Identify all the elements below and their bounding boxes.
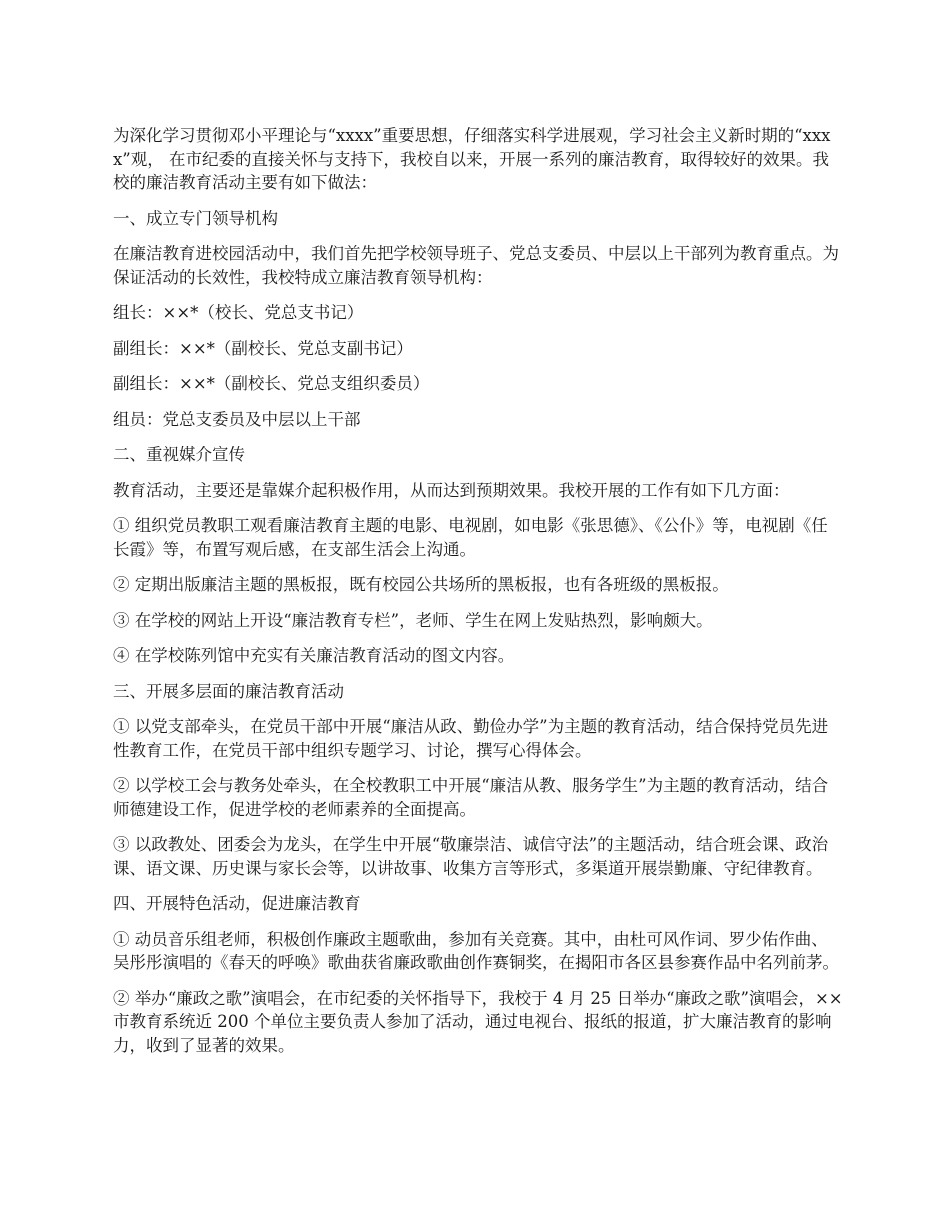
list-item: ① 动员音乐组老师，积极创作廉政主题歌曲，参加有关竞赛。其中，由杜可风作词、罗少佑作曲、吴彤彤演唱的《春天的呼唤》歌曲获省廉政歌曲创作赛铜奖，在揭阳市各区县参赛作品中名列前茅。 bbox=[113, 929, 839, 972]
list-item: ④ 在学校陈列馆中充实有关廉洁教育活动的图文内容。 bbox=[113, 646, 515, 665]
paragraph: 教育活动，主要还是靠媒介起积极作用，从而达到预期效果。我校开展的工作有如下几方面： bbox=[113, 480, 790, 500]
list-item: ② 定期出版廉洁主题的黑板报，既有校园公共场所的黑板报，也有各班级的黑板报。 bbox=[113, 575, 729, 594]
list-item: ③ 在学校的网站上开设“廉洁教育专栏”，老师、学生在网上发贴热烈，影响颇大。 bbox=[113, 610, 713, 630]
section-heading-1: 一、成立专门领导机构 bbox=[113, 208, 278, 228]
list-item: 副组长：××*（副校长、党总支组织委员） bbox=[113, 374, 430, 393]
list-item: ① 组织党员教职工观看廉洁教育主题的电影、电视剧，如电影《张思德》、《公仆》等，电视剧《任长霞》等，布置写观后感，在支部生活会上沟通。 bbox=[113, 516, 828, 559]
paragraph: 在廉洁教育进校园活动中，我们首先把学校领导班子、党总支委员、中层以上干部列为教育重点。为保证活动的长效性，我校特成立廉洁教育领导机构： bbox=[113, 244, 839, 287]
section-heading-4: 四、开展特色活动，促进廉洁教育 bbox=[113, 894, 361, 913]
list-item: ② 举办“廉政之歌”演唱会，在市纪委的关怀指导下，我校于 4 月 25 日举办“廉政之歌”演唱会，××市教育系统近 200 个单位主要负责人参加了活动，通过电视台、报纸的报道，扩大廉洁教育的影响力，收到了显著的效果。 bbox=[113, 988, 843, 1055]
section-heading-3: 三、开展多层面的廉洁教育活动 bbox=[113, 681, 344, 701]
list-item: ② 以学校工会与教务处牵头，在全校教职工中开展“廉洁从教、服务学生”为主题的教育活动，结合师德建设工作，促进学校的老师素养的全面提高。 bbox=[113, 776, 829, 819]
document-body bbox=[113, 124, 843, 1069]
list-item: 组员：党总支委员及中层以上干部 bbox=[113, 409, 361, 429]
section-heading-2: 二、重视媒介宣传 bbox=[113, 445, 245, 464]
list-item: 组长：××*（校长、党总支书记） bbox=[113, 303, 364, 322]
list-item: ③ 以政教处、团委会为龙头，在学生中开展“敬廉崇洁、诚信守法”的主题活动，结合班会课、政治课、语文课、历史课与家长会等，以讲故事、收集方言等形式，多渠道开展崇勤廉、守纪律教育。 bbox=[113, 835, 829, 878]
list-item: ① 以党支部牵头，在党员干部中开展“廉洁从政、勤俭办学”为主题的教育活动，结合保持党员先进性教育工作，在党员干部中组织专题学习、讨论，撰写心得体会。 bbox=[113, 717, 829, 760]
intro-paragraph: 为深化学习贯彻邓小平理论与“xxxx”重要思想，仔细落实科学进展观，学习社会主义新时期的“xxxx”观， 在市纪委的直接关怀与支持下，我校自以来，开展一系列的廉洁教育，取得较好的效果。我校的廉洁教育活动主要有如下做法： bbox=[113, 126, 831, 192]
list-item: 副组长：××*（副校长、党总支副书记） bbox=[113, 338, 413, 358]
